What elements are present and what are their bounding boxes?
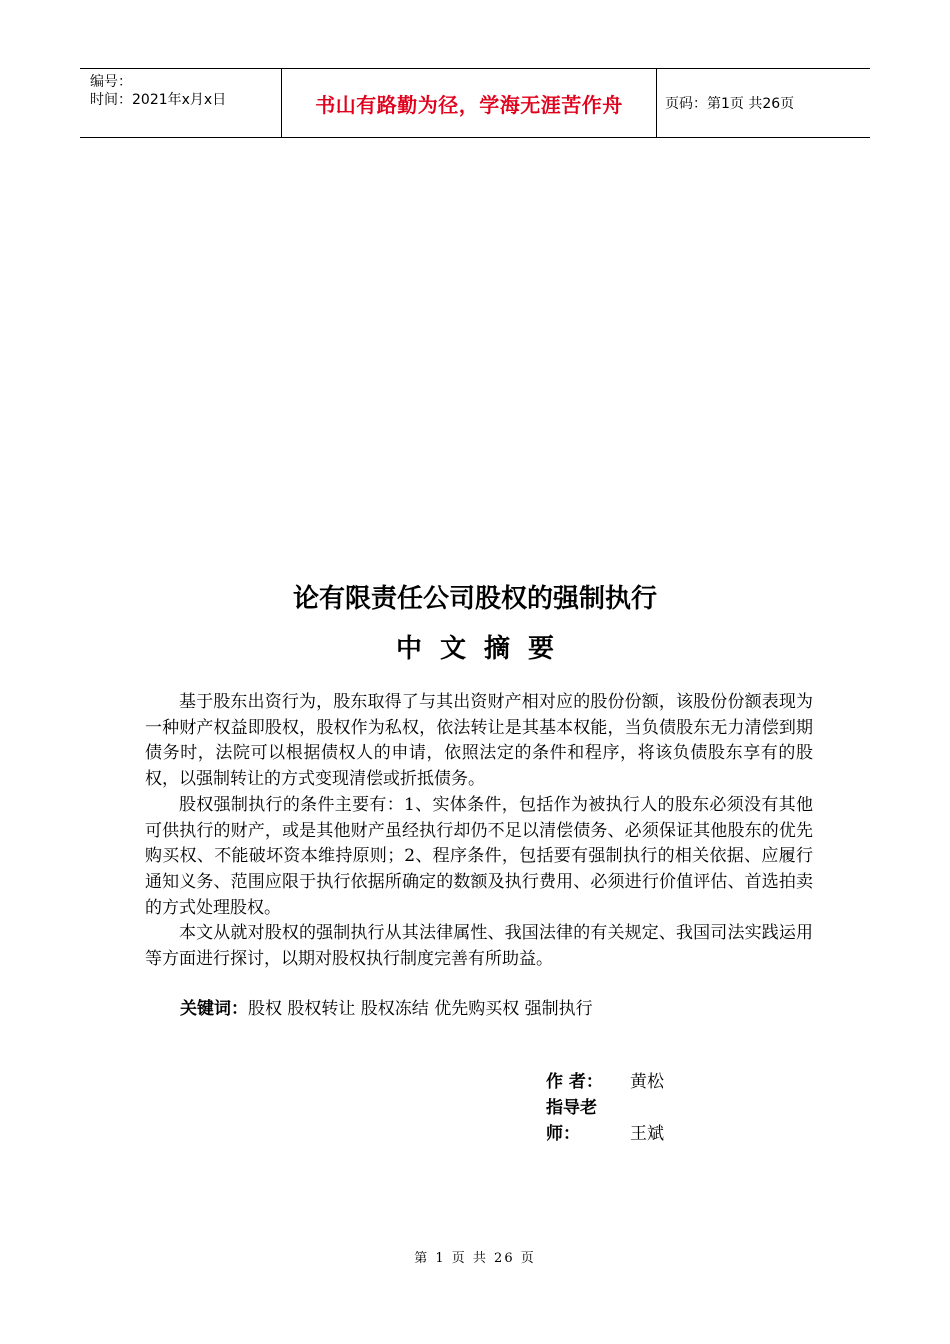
- authors-block: [546, 1069, 664, 1147]
- paragraph-3: 本文从就对股权的强制执行从其法律属性、我国法律的有关规定、我国司法实践运用等方面进行探讨，以期对股权执行制度完善有所助益。: [145, 923, 813, 970]
- advisor-label: 指导老师：: [546, 1098, 597, 1144]
- advisor-row: [546, 1095, 664, 1147]
- abstract-body: [145, 690, 813, 973]
- document-title: 论有限责任公司股权的强制执行: [292, 584, 657, 614]
- author-label: 作 者：: [546, 1072, 603, 1092]
- paragraph-1: 基于股东出资行为，股东取得了与其出资财产相对应的股份份额，该股份份额表现为一种财产权益即股权，股权作为私权，依法转让是其基本权能，当负债股东无力清偿到期债务时，法院可以根据债权人的申请，依照法定的条件和程序，将该负债股东享有的股权，以强制转让的方式变现清偿或折抵债务。: [145, 692, 813, 790]
- keywords-label: 关键词：: [180, 999, 248, 1019]
- page-info: 页码：第1页 共26页: [665, 96, 795, 112]
- advisor-name: 王斌: [630, 1124, 664, 1144]
- header-motto-cell: [282, 69, 657, 137]
- header-page-cell: [657, 69, 870, 137]
- paragraph-2: 股权强制执行的条件主要有：1、实体条件，包括作为被执行人的股东必须没有其他可供执行的财产，或是其他财产虽经执行却仍不足以清偿债务、必须保证其他股东的优先购买权、不能破坏资本维持原则；2、程序条件，包括要有强制执行的相关依据、应履行通知义务、范围应限于执行依据所确定的数额及执行费用、必须进行价值评估、首选拍卖的方式处理股权。: [145, 794, 813, 918]
- page-footer: 第 1 页 共 26 页: [414, 1251, 536, 1266]
- author-row: [546, 1069, 664, 1095]
- number-label: 编号：: [90, 74, 132, 90]
- abstract-heading: 中文摘要: [395, 634, 572, 664]
- keywords: [180, 994, 593, 1019]
- author-name: 黄松: [630, 1072, 664, 1092]
- header-meta-cell: [80, 69, 282, 137]
- motto: 书山有路勤为径，学海无涯苦作舟: [315, 92, 623, 117]
- header-table: [80, 68, 870, 138]
- keywords-value: 股权 股权转让 股权冻结 优先购买权 强制执行: [248, 999, 593, 1019]
- date-label: 时间：2021年x月x日: [90, 92, 227, 108]
